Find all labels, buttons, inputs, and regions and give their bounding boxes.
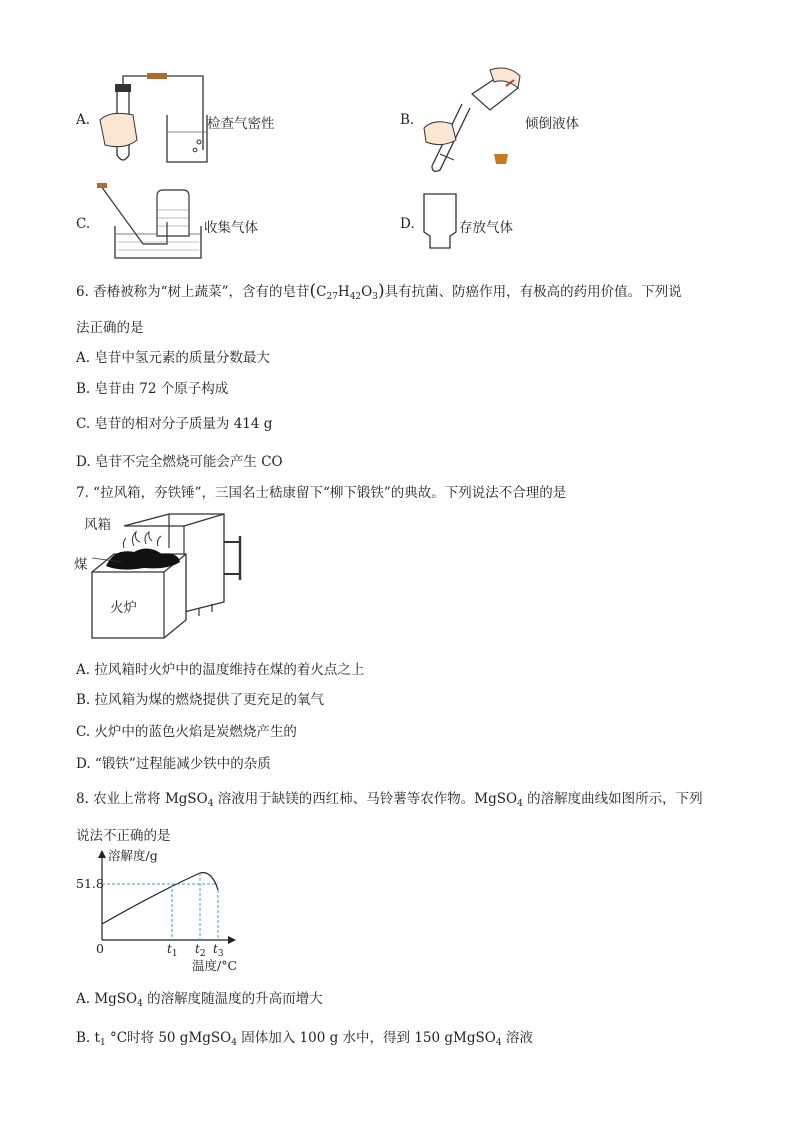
q7-option-a: A. 拉风箱时火炉中的温度维持在煤的着火点之上: [76, 662, 365, 678]
q5-option-a-label: 检查气密性: [207, 116, 275, 132]
q5-option-d-label: 存放气体: [459, 220, 513, 236]
q5-option-d-letter: D.: [400, 216, 415, 232]
furnace-label: 火炉: [110, 600, 137, 616]
pouring-liquid-figure: [420, 66, 525, 178]
solubility-chart: [76, 848, 248, 973]
airtightness-check-figure: [95, 70, 210, 170]
q5-option-a-letter: A.: [76, 112, 91, 128]
x-tick-t3: $t_3$: [213, 942, 224, 959]
bellows-label: 风箱: [84, 517, 111, 533]
q8-option-a: A. MgSO$_4$ 的溶解度随温度的升高而增大: [76, 991, 323, 1009]
q6-stem-line2: 法正确的是: [76, 320, 144, 336]
q5-option-b-label: 倾倒液体: [525, 116, 579, 132]
x-axis-label: 温度/°C: [192, 958, 238, 973]
origin-label: 0: [96, 941, 104, 956]
y-axis-arrow: [98, 850, 106, 858]
saponin-formula: $C_{27}H_{42}O_3$: [316, 284, 378, 302]
gas-collection-figure: [95, 182, 205, 262]
q8-stem-line1: 8. 农业上常将 MgSO$_4$ 溶液用于缺镁的西红柿、马铃薯等农作物。MgSO$_4$ 的溶解度曲线如图所示，下列: [76, 791, 703, 809]
y-axis-label: 溶解度/g: [108, 848, 158, 863]
x-tick-t2: $t_2$: [195, 942, 206, 959]
q8-stem-line2: 说法不正确的是: [76, 828, 171, 844]
bellows-furnace-figure: [74, 508, 254, 643]
q6-option-c: C. 皂苷的相对分子质量为 414 g: [76, 416, 273, 432]
coal-label: 煤: [74, 557, 88, 573]
y-tick-51-8: 51.8: [76, 876, 104, 891]
q7-option-d: D. “锻铁”过程能减少铁中的杂质: [76, 756, 271, 772]
q5-option-c-label: 收集气体: [204, 220, 258, 236]
q6-stem-part1: 6. 香椿被称为“树上蔬菜”，含有的皂苷: [76, 284, 310, 300]
q6-option-b: B. 皂苷由 72 个原子构成: [76, 381, 229, 397]
q7-option-b: B. 拉风箱为煤的燃烧提供了更充足的氧气: [76, 692, 325, 708]
q5-option-b-letter: B.: [400, 112, 415, 128]
q7-stem: 7. “拉风箱，夯铁锤”，三国名士嵇康留下“柳下锻铁”的典故。下列说法不合理的是: [76, 485, 567, 501]
q6-option-a: A. 皂苷中氢元素的质量分数最大: [76, 350, 270, 366]
q8-option-b: B. $t_1$ °C时将 50 gMgSO$_4$ 固体加入 100 g 水中，得到 150 gMgSO$_4$ 溶液: [76, 1030, 533, 1048]
gas-storage-bottle-figure: [420, 192, 460, 252]
solubility-curve: [102, 873, 218, 924]
q6-stem-line1: 6. 香椿被称为“树上蔬菜”，含有的皂苷$(C_{27}H_{42}O_3)$具有抗菌、防癌作用，有极高的药用价值。下列说: [76, 281, 682, 302]
q5-option-c-letter: C.: [76, 216, 91, 232]
q6-stem-part2: 具有抗菌、防癌作用，有极高的药用价值。下列说: [384, 284, 682, 300]
q6-option-d: D. 皂苷不完全燃烧可能会产生 CO: [76, 454, 283, 470]
q7-option-c: C. 火炉中的蓝色火焰是炭燃烧产生的: [76, 724, 297, 740]
x-axis-arrow: [228, 936, 236, 944]
x-tick-t1: $t_1$: [167, 942, 178, 959]
